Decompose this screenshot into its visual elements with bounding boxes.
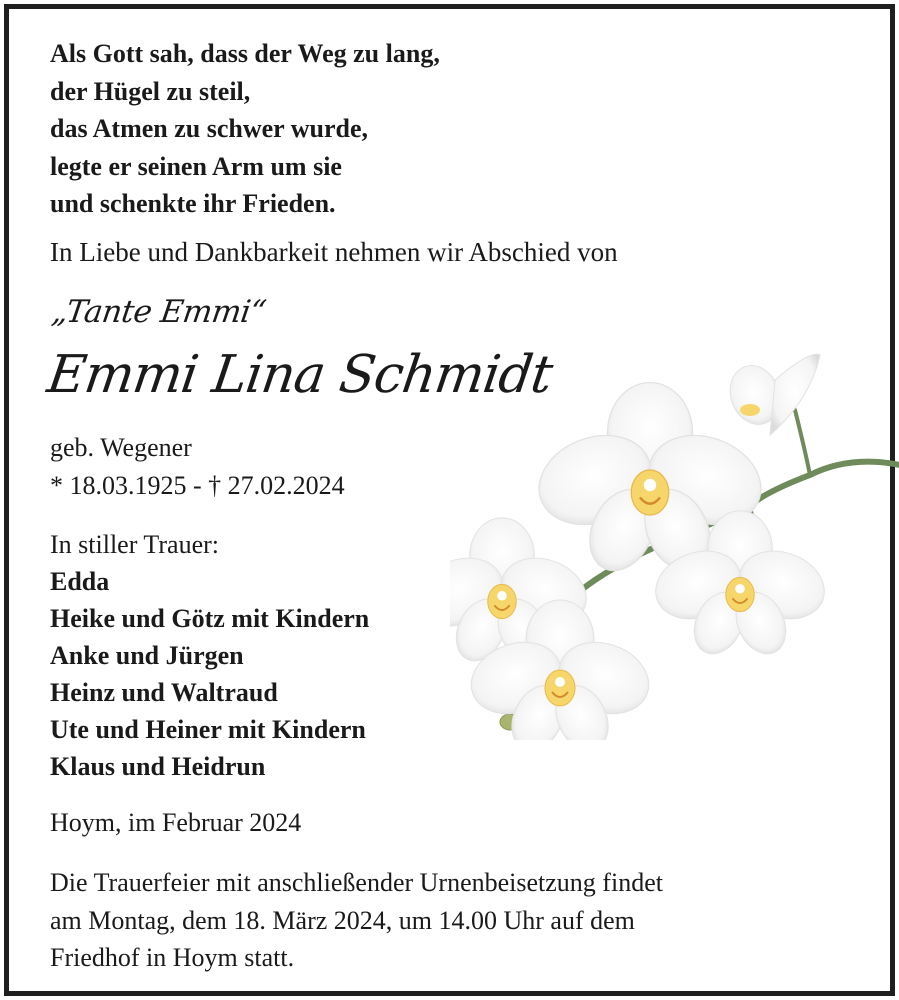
mourner-item: Heike und Götz mit Kindern — [50, 604, 370, 633]
mourners-label: In stiller Trauer: — [50, 530, 219, 559]
poem-line: und schenkte ihr Frieden. — [50, 189, 336, 218]
funeral-line: Die Trauerfeier mit anschließender Urnenbeisetzung findet — [50, 868, 663, 897]
poem — [50, 35, 440, 223]
mourner-item: Klaus und Heidrun — [50, 752, 266, 781]
farewell-intro: In Liebe und Dankbarkeit nehmen wir Abschied von — [50, 237, 618, 267]
poem-line: das Atmen zu schwer wurde, — [50, 114, 369, 143]
poem-line: der Hügel zu steil, — [50, 76, 251, 106]
mourner-item: Heinz und Waltraud — [50, 678, 278, 707]
mourner-item: Ute und Heiner mit Kindern — [50, 715, 366, 744]
maiden-name: geb. Wegener — [50, 433, 192, 462]
funeral-line: am Montag, dem 18. März 2024, um 14.00 Uhr auf dem — [50, 905, 635, 935]
life-dates: * 18.03.1925 - † 27.02.2024 — [50, 471, 345, 500]
funeral-info — [50, 864, 663, 977]
mourner-item: Edda — [50, 567, 110, 596]
poem-line: legte er seinen Arm um sie — [50, 151, 342, 181]
mourner-item: Anke und Jürgen — [50, 641, 244, 670]
place-date: Hoym, im Februar 2024 — [50, 808, 302, 837]
deceased-name: Emmi Lina Schmidt — [43, 345, 556, 405]
funeral-line: Friedhof in Hoym statt. — [50, 943, 295, 972]
poem-line: Als Gott sah, dass der Weg zu lang, — [50, 39, 440, 68]
white-orchid-branch-icon — [450, 340, 899, 740]
mourners-list — [50, 563, 369, 785]
nickname: „Tante Emmi“ — [49, 294, 269, 330]
